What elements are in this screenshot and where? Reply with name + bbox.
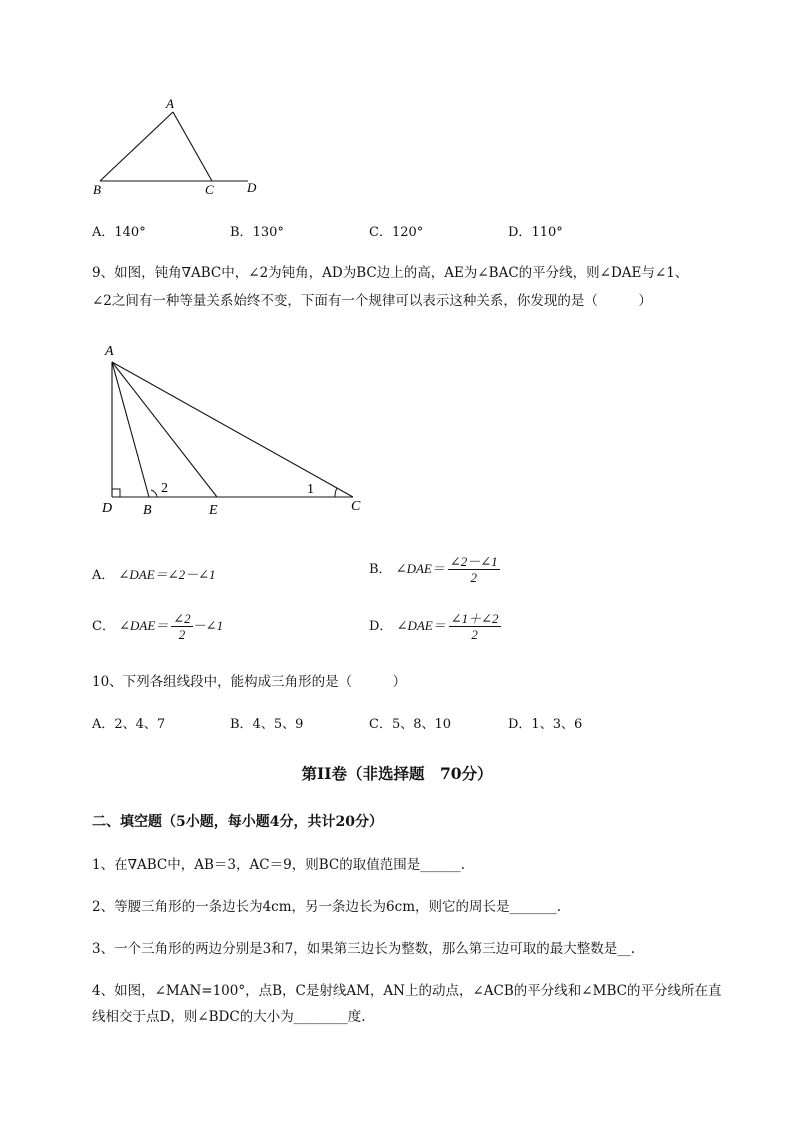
fill-q4-line1: 4、如图，∠MAN=100°，点B，C是射线AM，AN上的动点，∠ACB的平分线和∠MBC的平分线所在直 <box>92 983 722 999</box>
q10-stem: 10、下列各组线段中，能构成三角形的是（ ） <box>92 674 407 690</box>
part2-title: 第II卷（非选择题 70分） <box>301 764 493 783</box>
label-angle-1: 1 <box>307 482 314 497</box>
label-angle-2: 2 <box>161 481 168 496</box>
q9-option-c[interactable] <box>92 611 223 642</box>
fill-q2: 2、等腰三角形的一条边长为4cm，另一条边长为6cm，则它的周长是_______. <box>92 899 562 915</box>
option-lhs: ∠DAE＝ <box>396 618 446 633</box>
q10-option-c[interactable]: C．5、8、10 <box>369 717 452 732</box>
fill-q1: 1、在∇ABC中，AB＝3，AC＝9，则BC的取值范围是______. <box>92 857 465 873</box>
q8-option-b[interactable] <box>230 221 284 240</box>
option-lhs: ∠DAE＝ <box>118 567 168 582</box>
q10-option-a[interactable]: A．2、4、7 <box>92 717 166 732</box>
fraction-denominator: 2 <box>471 627 478 642</box>
fraction-numerator: ∠2 <box>173 611 191 626</box>
q9-option-b[interactable] <box>369 554 500 585</box>
fill-q3: 3、一个三角形的两边分别是3和7，如果第三边长为整数，那么第三边可取的最大整数是__. <box>92 941 636 957</box>
q9-stem-line1: 9、如图，钝角∇ABC中，∠2为钝角，AD为BC边上的高，AE为∠BAC的平分线，则∠DAE与∠1、 <box>92 265 689 281</box>
right-angle-mark <box>112 489 120 497</box>
q10-option-b[interactable]: B．4、5、9 <box>230 717 304 732</box>
segment-AB <box>100 112 173 181</box>
segment-AC <box>173 112 212 181</box>
angle-2-arc <box>151 490 157 497</box>
fill-q4-line2: 线相交于点D，则∠BDC的大小为________度. <box>92 1009 366 1025</box>
label-B: B <box>93 182 101 197</box>
fraction-denominator: 2 <box>178 627 186 642</box>
fraction-numerator: ∠1＋∠2 <box>450 611 499 626</box>
fraction-numerator: ∠2－∠1 <box>449 554 498 569</box>
option-letter: D． <box>508 225 532 240</box>
option-letter: D． <box>369 619 393 634</box>
option-expression: ∠2－∠1 <box>167 567 216 582</box>
option-lhs: ∠DAE＝ <box>119 618 169 633</box>
option-text: 110° <box>531 225 563 240</box>
label-D: D <box>247 180 257 195</box>
label-E: E <box>209 503 218 518</box>
label-D: D <box>102 501 113 516</box>
option-letter: C． <box>92 619 115 634</box>
option-letter: B． <box>369 562 392 577</box>
segment-AC <box>112 362 353 497</box>
label-C: C <box>351 499 361 514</box>
fraction-denominator: 2 <box>470 570 478 585</box>
option-letter: C． <box>369 225 392 240</box>
q8-option-c[interactable] <box>369 221 423 240</box>
label-A: A <box>105 344 114 359</box>
fraction <box>448 554 500 585</box>
option-tail: －∠1 <box>192 618 224 633</box>
q9-option-a[interactable] <box>92 564 216 583</box>
label-C: C <box>205 182 214 197</box>
fraction <box>449 611 501 642</box>
q8-option-a[interactable] <box>92 221 146 240</box>
label-B: B <box>143 503 152 518</box>
option-text: 140° <box>114 225 146 240</box>
figure-q8-triangle <box>88 95 268 200</box>
figure-q9-triangle <box>95 340 380 520</box>
fraction <box>171 611 192 642</box>
q10-option-d[interactable]: D．1、3、6 <box>508 717 583 732</box>
segment-AB <box>112 362 149 497</box>
option-text: 120° <box>391 225 424 240</box>
q9-stem-line2: ∠2之间有一种等量关系始终不变，下面有一个规律可以表示这种关系，你发现的是（ ） <box>92 293 652 309</box>
option-lhs: ∠DAE＝ <box>395 561 445 576</box>
q8-option-d[interactable] <box>508 221 563 240</box>
option-letter: B． <box>230 225 253 240</box>
label-A: A <box>166 96 174 111</box>
option-letter: A． <box>92 568 115 583</box>
option-text: 130° <box>252 225 284 240</box>
section2-title: 二、填空题（5小题，每小题4分，共计20分） <box>92 814 383 830</box>
q9-option-d[interactable] <box>369 611 501 642</box>
segment-AE <box>112 362 217 497</box>
option-letter: A． <box>92 225 115 240</box>
angle-1-arc <box>335 488 337 497</box>
